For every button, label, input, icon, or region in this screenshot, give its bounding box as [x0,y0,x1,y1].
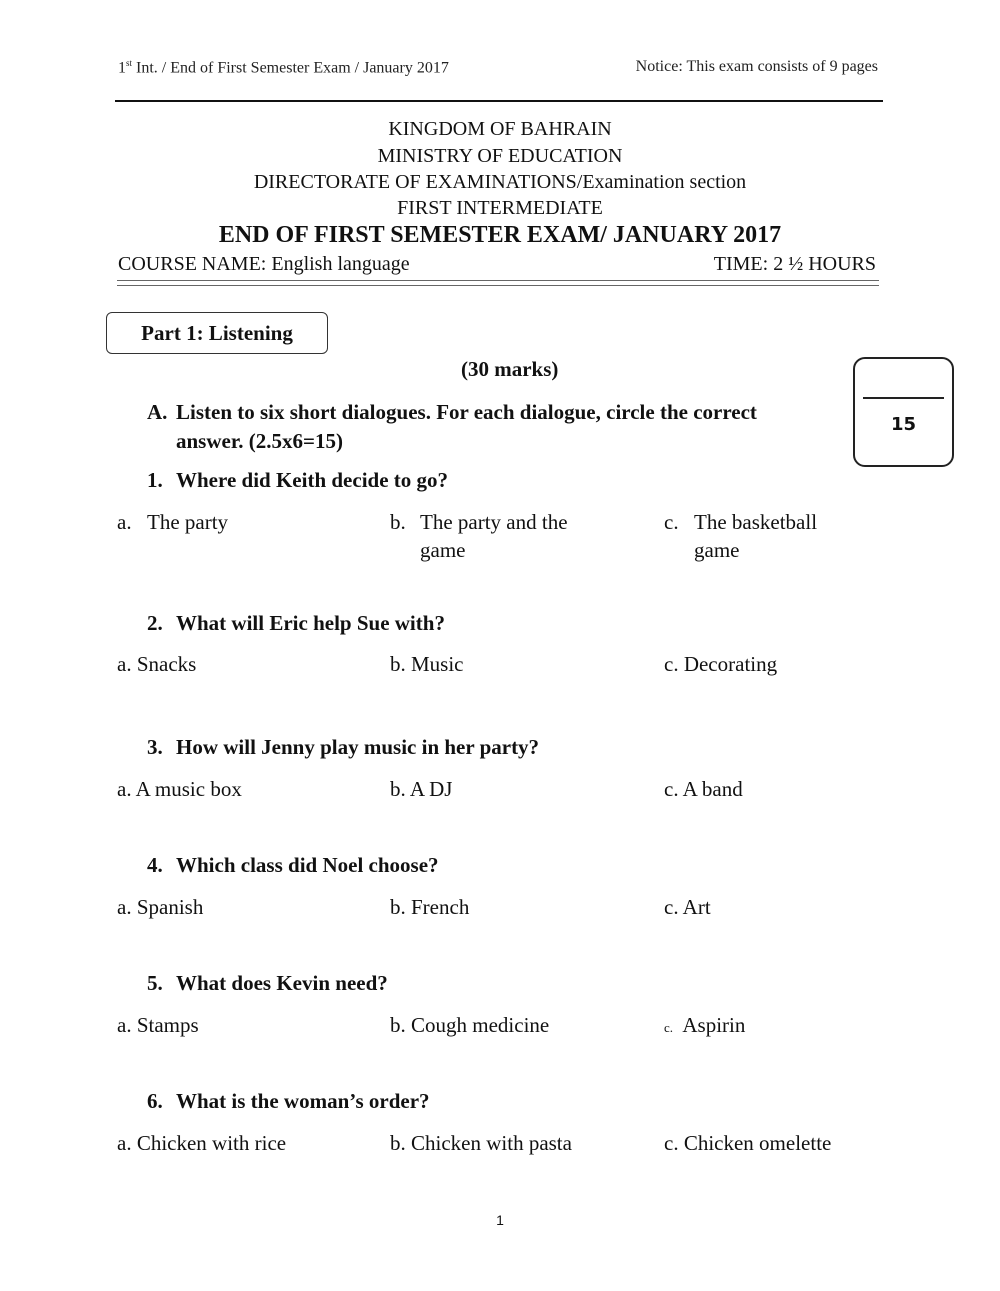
question-1 [147,468,448,493]
score-total: 15 [890,414,917,435]
part-label: Part 1: Listening [141,320,293,345]
kingdom-line: KINGDOM OF BAHRAIN [388,118,612,140]
double-rule-divider [117,280,879,286]
q2-option-a[interactable]: a. Snacks [117,652,197,676]
q5-option-b[interactable]: b. Cough medicine [390,1013,550,1037]
question-text: Which class did Noel choose? [176,853,439,877]
option-text-line1: The basketball [694,510,818,534]
option-text-line2: game [694,538,740,562]
q4-option-b[interactable]: b. French [390,895,470,919]
question-number: 2. [147,611,163,635]
q5-option-a[interactable]: a. Stamps [117,1013,199,1037]
section-instruction [147,398,837,456]
instruction-label: A. [147,400,168,424]
q2-option-b[interactable]: b. Music [390,652,464,676]
header-left-text: Int. / End of First Semester Exam / January 2017 [132,59,449,77]
option-letter: c. [664,510,679,534]
header-left [118,58,449,77]
q4-option-a[interactable]: a. Spanish [117,895,204,919]
option-letter: a. [117,510,132,534]
q2-option-c[interactable]: c. Decorating [664,652,778,676]
header-ordinal: 1 [118,59,126,77]
q6-option-a[interactable]: a. Chicken with rice [117,1131,287,1155]
score-box [853,357,954,467]
option-text-line2: game [420,538,466,562]
q3-option-c[interactable]: c. A band [664,777,743,801]
q3-option-a[interactable]: a. A music box [117,777,242,801]
header-right: Notice: This exam consists of 9 pages [635,58,878,75]
question-number: 4. [147,853,163,877]
directorate-line: DIRECTORATE OF EXAMINATIONS/Examination section [253,171,747,193]
exam-time: TIME: 2 ½ HOURS [713,253,876,275]
question-text: How will Jenny play music in her party? [176,735,540,759]
instruction-line2: answer. (2.5x6=15) [176,429,343,453]
part-label-box [106,312,328,354]
option-letter: c. [664,1020,674,1035]
option-text-line1: The party and the [420,510,568,534]
ministry-line: MINISTRY OF EDUCATION [377,145,623,167]
q1-option-b[interactable] [390,508,568,564]
question-text: What does Kevin need? [176,971,388,995]
q6-option-b[interactable]: b. Chicken with pasta [390,1131,572,1155]
question-2 [147,611,445,636]
part-marks: (30 marks) [461,357,559,381]
option-text: The party [147,510,229,534]
q1-option-c[interactable] [664,508,817,564]
question-text: Where did Keith decide to go? [176,468,449,492]
question-6 [147,1089,430,1114]
course-name: COURSE NAME: English language [118,253,410,275]
question-number: 3. [147,735,163,759]
question-4 [147,853,439,878]
q5-option-c[interactable] [664,1011,745,1042]
question-text: What will Eric help Sue with? [176,611,445,635]
question-number: 1. [147,468,163,492]
question-5 [147,971,388,996]
question-text: What is the woman’s order? [176,1089,430,1113]
header-divider [115,100,883,102]
question-number: 5. [147,971,163,995]
q4-option-c[interactable]: c. Art [664,895,711,919]
q3-option-b[interactable]: b. A DJ [390,777,453,801]
q1-option-a[interactable] [117,508,228,536]
score-blank-line [863,397,944,399]
instruction-line1: Listen to six short dialogues. For each dialogue, circle the correct [176,400,757,424]
header-ordinal-suffix: st [126,58,133,68]
question-number: 6. [147,1089,163,1113]
q6-option-c[interactable]: c. Chicken omelette [664,1131,832,1155]
option-letter: b. [390,510,406,534]
question-3 [147,735,539,760]
exam-title: END OF FIRST SEMESTER EXAM/ JANUARY 2017 [218,222,782,248]
grade-line: FIRST INTERMEDIATE [397,197,603,219]
page-number: 1 [496,1212,504,1228]
option-text: Aspirin [682,1013,746,1037]
